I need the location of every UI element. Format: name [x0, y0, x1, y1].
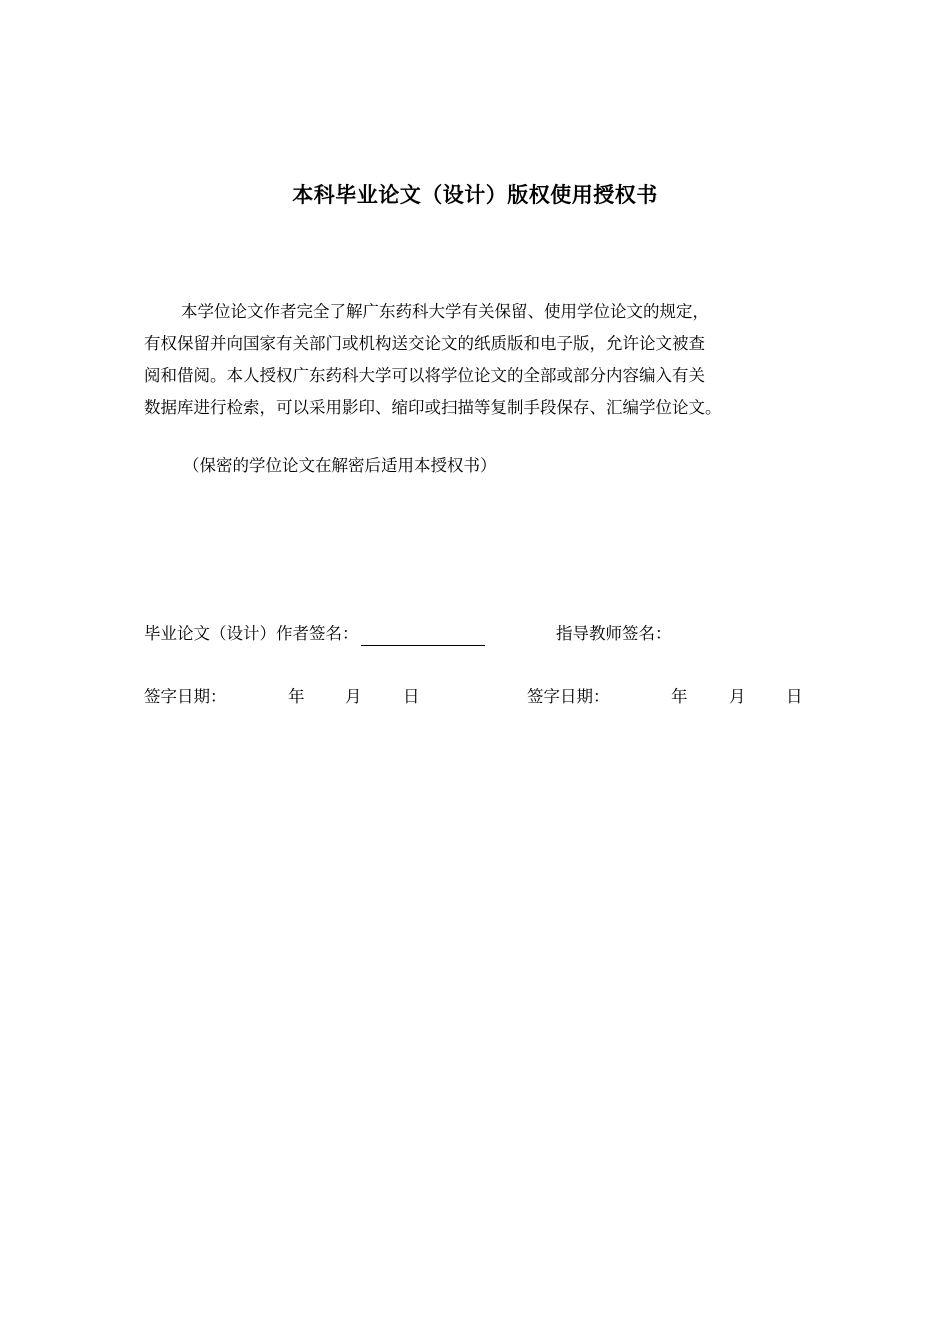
- confidential-note: （保密的学位论文在解密后适用本授权书）: [183, 456, 497, 475]
- authorization-paragraph: [144, 296, 808, 424]
- teacher-date-month: 月: [729, 687, 746, 706]
- paragraph-line-4: 数据库进行检索，可以采用影印、缩印或扫描等复制手段保存、汇编学位论文。: [144, 398, 722, 417]
- author-date-day: 日: [403, 687, 420, 706]
- author-date-year: 年: [288, 687, 305, 706]
- author-date-label: 签字日期：: [144, 687, 227, 706]
- author-signature-line[interactable]: [361, 627, 485, 646]
- teacher-signature: [556, 622, 672, 646]
- author-signature-label: 毕业论文（设计）作者签名：: [144, 624, 359, 643]
- paragraph-line-1: 本学位论文作者完全了解广东药科大学有关保留、使用学位论文的规定，: [181, 302, 709, 321]
- author-date-month: 月: [345, 687, 362, 706]
- teacher-date-label: 签字日期：: [527, 687, 610, 706]
- teacher-date-day: 日: [786, 687, 803, 706]
- teacher-signature-label: 指导教师签名：: [556, 624, 672, 643]
- author-signature: [144, 622, 485, 646]
- paragraph-line-3: 阅和借阅。本人授权广东药科大学可以将学位论文的全部或部分内容编入有关: [144, 366, 705, 385]
- paragraph-line-2: 有权保留并向国家有关部门或机构送交论文的纸质版和电子版，允许论文被查: [144, 334, 705, 353]
- teacher-date-year: 年: [671, 687, 688, 706]
- document-title: 本科毕业论文（设计）版权使用授权书: [292, 183, 658, 207]
